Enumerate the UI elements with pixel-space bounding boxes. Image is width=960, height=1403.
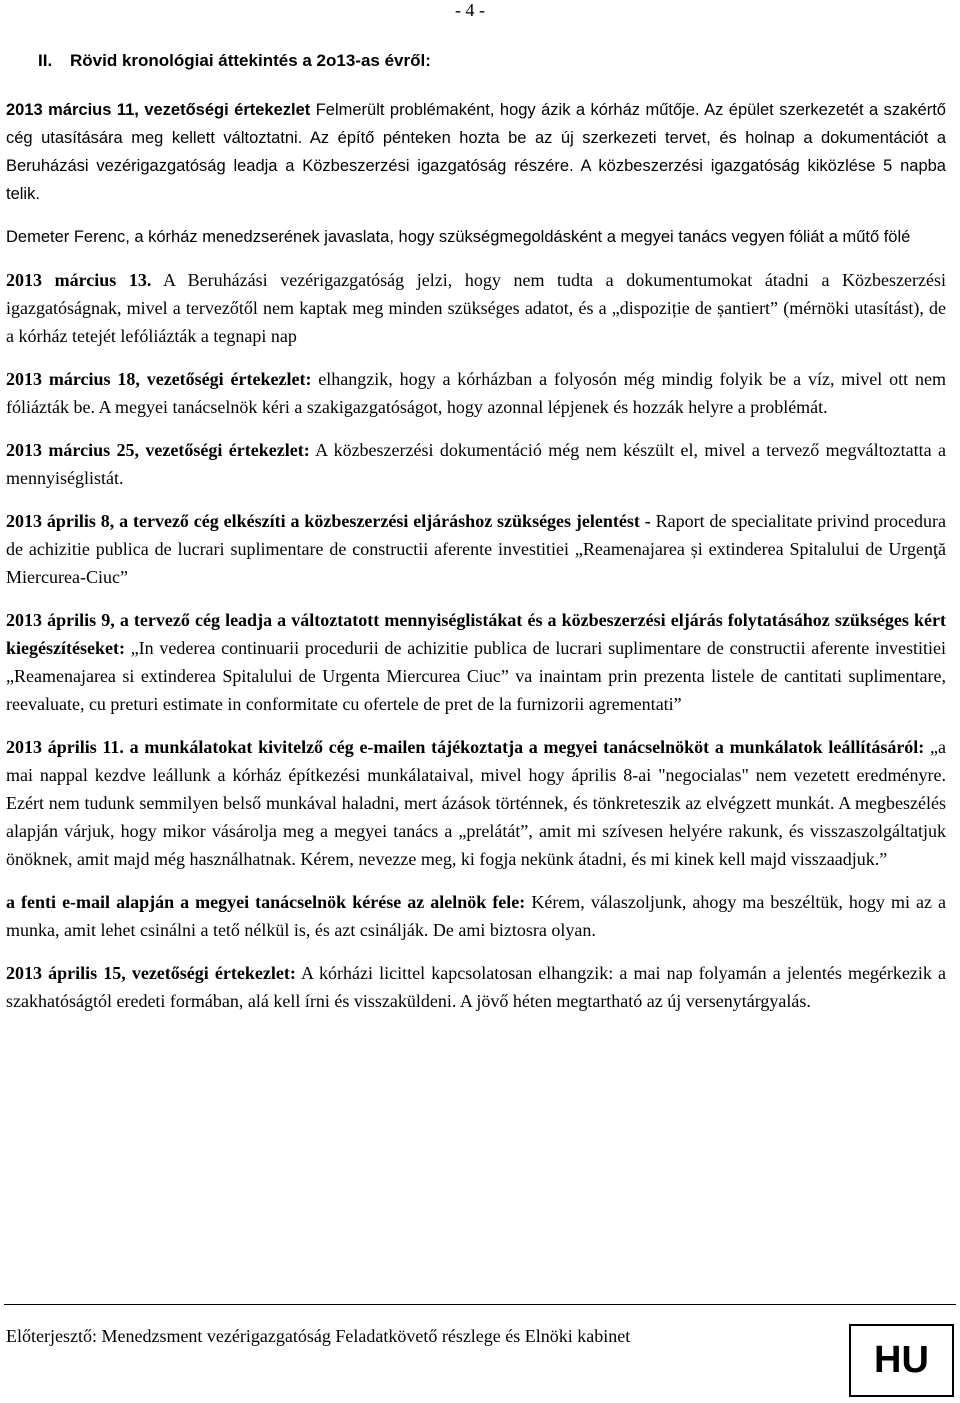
paragraph-3-text: A Beruházási vezérigazgatóság jelzi, hogy nem tudta a dokumentumokat átadni a Közbeszerzési igazgatóságnak, mivel a tervezőtől nem kaptak meg minden szükséges adatot, és a „dispoziție de șantiert” (mérnöki utasítást), de a kórház tetejét lefóliázták a tegnapi nap [6, 270, 946, 346]
paragraph-6-lead: 2013 április 8, a tervező cég elkészíti a közbeszerzési eljáráshoz szükséges jelentést - [6, 511, 651, 531]
paragraph-7-text: „In vederea continuarii procedurii de achizitie publica de lucrari suplimentare de constructii aferente investitiei „Reamenajarea si extinderea Spitalului de Urgenta Miercurea Ciuc” va inaintam prin prezenta listele de cantitati suplimentare, reevaluate, cu preturi estimate in conformitate cu ofertele de pret de la furnizorii agrementati” [6, 638, 946, 714]
paragraph-9-lead: a fenti e-mail alapján a megyei tanácselnök kérése az alelnök fele: [6, 892, 526, 912]
paragraph-7-lead: 2013 április 9, a tervező cég leadja a változtatott mennyiséglistákat és a közbeszerzési eljárás folytatásához szükséges kért kiegészítéseket: [6, 610, 946, 658]
paragraph-2 [6, 223, 946, 251]
paragraph-6 [6, 507, 946, 591]
paragraph-8-text: „a mai nappal kezdve leállunk a kórház építkezési munkálataival, mivel hogy április 8-ai "negocialas" nem vezetett eredményre. Ezért nem tudunk semmilyen belső munkával haladni, mert ázások történnek, és tönkreteszik az elvégzett munkát. A megbeszélés alapján várjuk, hogy mikor vásárolja meg a megyei tanács a „prelátát”, amit mi szívesen helyére rakunk, és visszaszolgáltatjuk önöknek, amit majd még használhatnak. Kérem, nevezze meg, ki fogja nekünk átadni, és mi kinek kell majd visszaadjuk.” [6, 737, 946, 869]
paragraph-10-text: A kórházi licittel kapcsolatosan elhangzik: a mai nap folyamán a jelentés megérkezik a szakhatóságtól eredeti formában, alá kell írni és visszaküldeni. A jövő héten megtartható az új versenytárgyalás. [6, 963, 946, 1011]
section-title: Rövid kronológiai áttekintés a 2o13-as évről: [70, 51, 431, 70]
language-badge: HU [849, 1324, 954, 1397]
document-body [6, 96, 946, 1030]
paragraph-10-lead: 2013 április 15, vezetőségi értekezlet: [6, 963, 296, 983]
paragraph-5 [6, 436, 946, 492]
section-heading [38, 51, 431, 71]
paragraph-8 [6, 733, 946, 873]
paragraph-3-lead: 2013 március 13. [6, 270, 152, 290]
paragraph-4 [6, 365, 946, 421]
paragraph-1 [6, 96, 946, 208]
paragraph-4-lead: 2013 március 18, vezetőségi értekezlet: [6, 369, 312, 389]
paragraph-5-text: A közbeszerzési dokumentáció még nem készült el, mivel a tervező megváltoztatta a mennyiséglistát. [6, 440, 946, 488]
section-number: II. [38, 51, 53, 70]
paragraph-3 [6, 266, 946, 350]
page-number: - 4 - [455, 0, 485, 20]
paragraph-6-text: Raport de specialitate privind procedura de achizitie publica de lucrari suplimentare de constructii aferente investitiei „Reamenajarea și extinderea Spitalului de Urgenţă Miercurea-Ciuc” [6, 511, 947, 587]
paragraph-10 [6, 959, 946, 1015]
paragraph-1-text: Felmerült problémaként, hogy ázik a kórház műtője. Az épület szerkezetét a szakértő cég utasítására meg kellett változtatni. Az építő pénteken hozta be az új szerkezeti tervet, és holnap a dokumentációt a Beruházási vezérigazgatóság leadja a Közbeszerzési igazgatóság részére. A közbeszerzési igazgatóság kiközlése 5 napba telik. [6, 101, 946, 203]
paragraph-7 [6, 606, 946, 718]
paragraph-2-text: Demeter Ferenc, a kórház menedzserének javaslata, hogy szükségmegoldásként a megyei tanács vegyen fóliát a műtő fölé [6, 228, 911, 246]
paragraph-9-text: Kérem, válaszoljunk, ahogy ma beszéltük, hogy mi az a munka, amit lehet csinálni a tető nélkül is, és azt csinálják. De ami biztosra olyan. [6, 892, 947, 940]
paragraph-8-lead: 2013 április 11. a munkálatokat kivitelző cég e-mailen tájékoztatja a megyei tanácselnököt a munkálatok leállításáról: [6, 737, 925, 757]
footer-divider [4, 1304, 956, 1305]
paragraph-9 [6, 888, 946, 944]
paragraph-4-text: elhangzik, hogy a kórházban a folyosón még mindig folyik be a víz, mivel ott nem fóliázták be. A megyei tanácselnök kéri a szakigazgatóságot, hogy azonnal lépjenek és hozzák helyre a problémát. [6, 369, 946, 417]
paragraph-1-lead: 2013 március 11, vezetőségi értekezlet [6, 101, 311, 119]
footer-text: Előterjesztő: Menedzsment vezérigazgatóság Feladatkövető részlege és Elnöki kabinet [6, 1326, 631, 1346]
paragraph-5-lead: 2013 március 25, vezetőségi értekezlet: [6, 440, 310, 460]
